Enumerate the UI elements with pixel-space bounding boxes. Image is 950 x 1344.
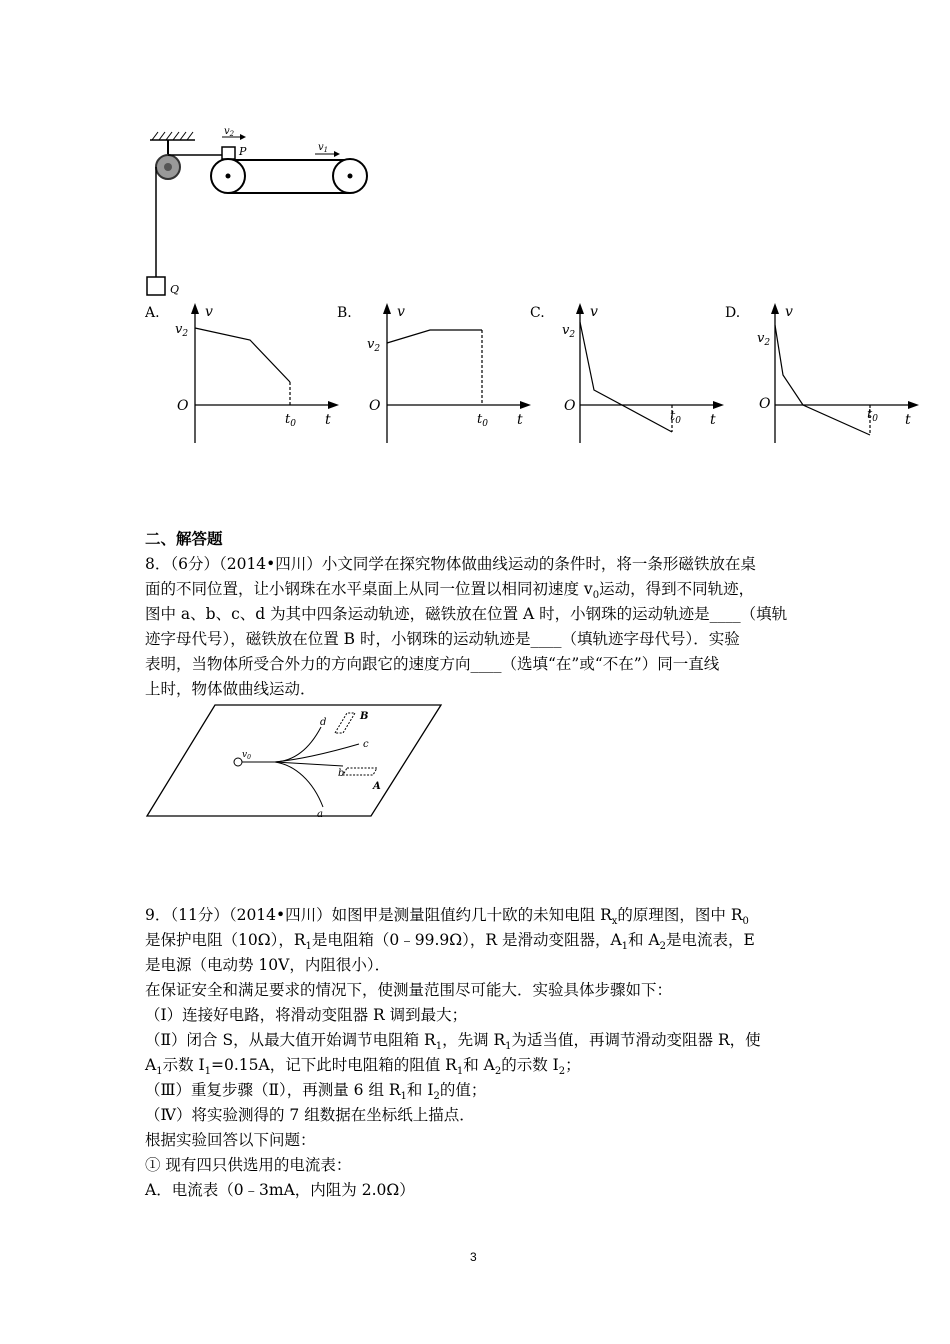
q9-line-7: $A_1$示数 $I_1=0.15A$，记下此时电阻箱的阻值 $R_1$和 $A_2$的示数 $I_2$；	[145, 1056, 581, 1078]
q8-line-3: 图中 a、b、c、d 为其中四条运动轨迹，磁铁放在位置 A 时，小钢珠的运动轨迹是____（填轨	[145, 605, 788, 623]
svg-text:t0: $t_0$	[285, 412, 296, 429]
svg-text:t0: $t_0$	[670, 409, 681, 426]
graph-option-c	[530, 300, 730, 450]
option-letter: A.	[145, 305, 160, 321]
pulley-conveyor-figure	[140, 125, 380, 305]
q9-line-1: 9．（11分）（2014•四川）如图甲是测量阻值约几十欧的未知电阻 $R_x$的原理图，图中 $R_0$	[145, 906, 749, 928]
label-v2: $v_2$	[224, 126, 235, 138]
graph-option-b	[337, 300, 537, 450]
q9-line-2: 是保护电阻（10Ω），$R_1$是电阻箱（0﹣99.9Ω），R 是滑动变阻器，$A_1$和 $A_2$是电流表，E	[145, 931, 755, 953]
svg-text:t: t	[710, 412, 716, 428]
svg-text:v2: $v_2$	[757, 331, 771, 348]
svg-text:v0: $v_0$	[242, 750, 251, 761]
section-heading: 二、解答题	[145, 529, 223, 548]
svg-text:t: t	[325, 412, 331, 428]
svg-text:O: O	[177, 398, 189, 414]
page-number: 3	[470, 1250, 477, 1264]
svg-text:A: A	[373, 781, 381, 792]
svg-text:O: O	[564, 398, 576, 414]
q9-line-10: 根据实验回答以下问题：	[145, 1131, 316, 1149]
svg-text:v2: $v_2$	[367, 337, 381, 354]
q8-line-4: 迹字母代号），磁铁放在位置 B 时，小钢珠的运动轨迹是____（填轨迹字母代号）．实验	[145, 630, 740, 648]
svg-text:O: O	[369, 398, 381, 414]
svg-text:t: t	[905, 412, 911, 428]
q9-line-9: （Ⅳ）将实验测得的 7 组数据在坐标纸上描点．	[145, 1106, 475, 1124]
q8-line-2: 面的不同位置，让小钢珠在水平桌面上从同一位置以相同初速度 $v_0$运动，得到不同轨迹，	[145, 580, 755, 602]
svg-text:d: d	[320, 717, 327, 728]
q8-line-1: 8．（6分）（2014•四川）小文同学在探究物体做曲线运动的条件时，将一条形磁铁放在桌	[145, 555, 756, 573]
svg-text:v: v	[785, 304, 793, 320]
label-q: Q	[170, 283, 180, 296]
q9-line-4: 在保证安全和满足要求的情况下，使测量范围尽可能大．实验具体步骤如下：	[145, 981, 673, 999]
q9-line-3: 是电源（电动势 10V，内阻很小）．	[145, 956, 391, 974]
svg-text:v2: $v_2$	[562, 323, 576, 340]
graph-option-d	[725, 300, 925, 450]
q8-line-6: 上时，物体做曲线运动．	[145, 680, 316, 698]
label-p: P	[239, 145, 247, 158]
svg-text:v: v	[590, 304, 598, 320]
q9-line-6: （Ⅱ）闭合 S，从最大值开始调节电阻箱 $R_1$，先调 $R_1$为适当值，再调节滑动变阻器 R，使	[145, 1031, 761, 1053]
svg-text:v: v	[205, 304, 213, 320]
svg-text:t0: $t_0$	[867, 407, 878, 424]
option-letter: C.	[530, 305, 545, 321]
svg-text:t: t	[517, 412, 523, 428]
svg-text:b: b	[338, 768, 345, 779]
svg-text:c: c	[363, 739, 369, 750]
q8-line-5: 表明，当物体所受合外力的方向跟它的速度方向____（选填“在”或“不在”）同一直线	[145, 655, 720, 673]
q8-trajectory-figure	[145, 703, 445, 818]
option-letter: D.	[725, 305, 741, 321]
svg-text:a: a	[317, 809, 323, 818]
svg-text:v: v	[397, 304, 405, 320]
q9-line-12: A．电流表（0﹣3mA，内阻为 2.0Ω）	[145, 1181, 415, 1199]
label-v1: $v_1$	[318, 142, 329, 154]
option-letter: B.	[337, 305, 352, 321]
q9-line-5: （Ⅰ）连接好电路，将滑动变阻器 R 调到最大；	[145, 1006, 468, 1024]
q9-line-8: （Ⅲ）重复步骤（Ⅱ），再测量 6 组 $R_1$和 $I_2$的值；	[145, 1081, 487, 1103]
q9-line-11: ① 现有四只供选用的电流表：	[145, 1156, 352, 1174]
svg-text:O: O	[759, 396, 771, 412]
svg-text:t0: $t_0$	[477, 412, 488, 429]
svg-text:v2: $v_2$	[175, 322, 189, 339]
graph-option-a	[145, 300, 345, 450]
svg-text:B: B	[360, 711, 369, 722]
